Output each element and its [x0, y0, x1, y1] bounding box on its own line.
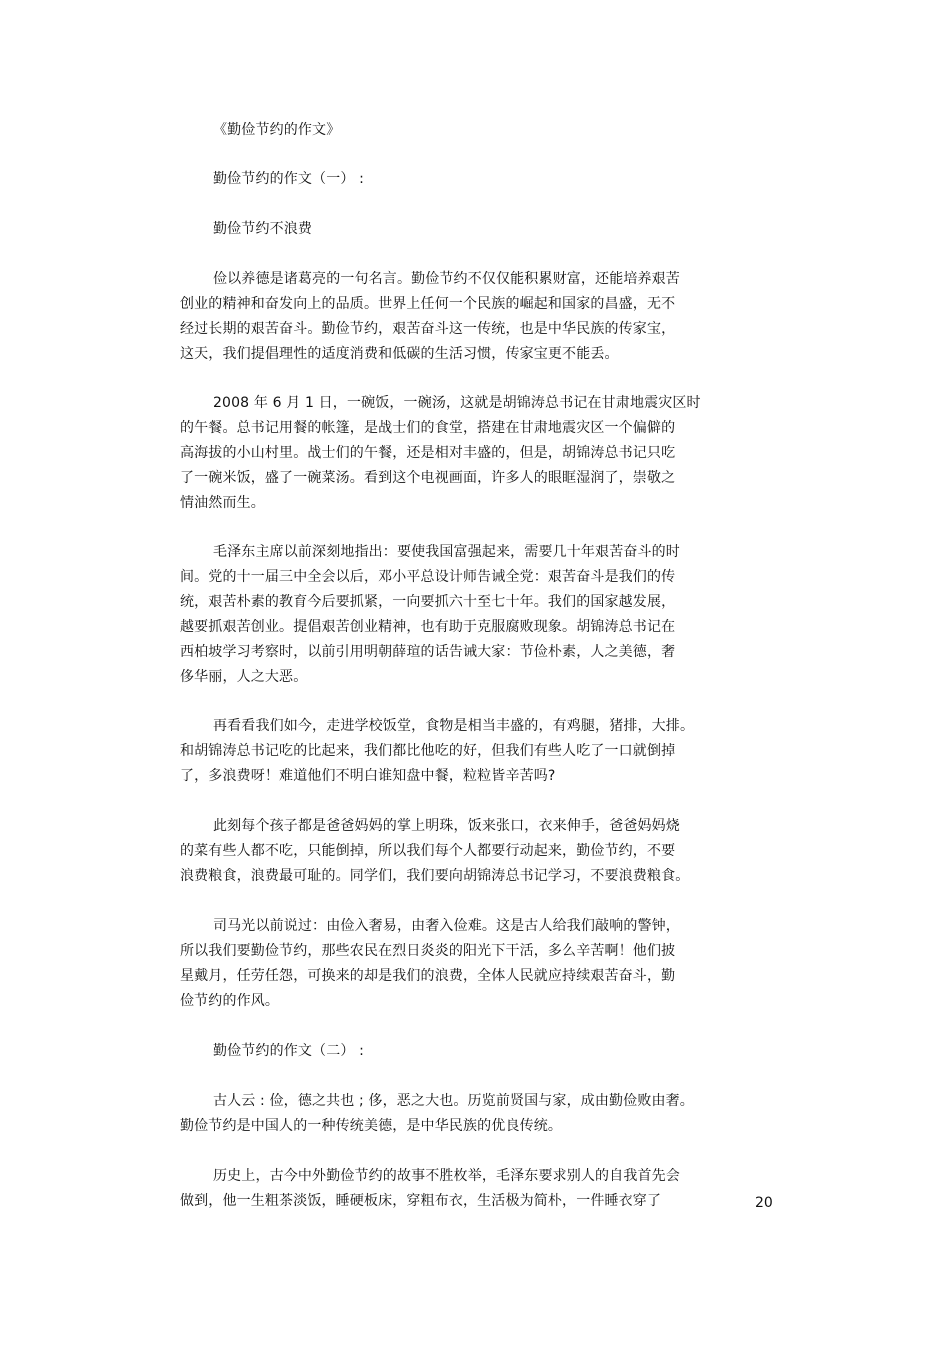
section-subtitle-1: 勤俭节约不浪费	[213, 221, 313, 237]
paragraph-line: 经过长期的艰苦奋斗。勤俭节约，艰苦奋斗这一传统，也是中华民族的传家宝，	[180, 321, 676, 337]
section-heading-1: 勤俭节约的作文（一） :	[213, 171, 364, 187]
paragraph-line: 毛泽东主席以前深刻地指出：要使我国富强起来，需要几十年艰苦奋斗的时	[213, 544, 680, 560]
paragraph-line: 俭节约的作风。	[180, 993, 280, 1009]
page-number: 20	[755, 1195, 773, 1211]
paragraph-line: 2008 年 6 月 1 日，一碗饭，一碗汤，这就是胡锦涛总书记在甘肃地震灾区时	[213, 395, 701, 411]
paragraph-line: 星戴月，任劳任怨，可换来的却是我们的浪费，全体人民就应持续艰苦奋斗，勤	[180, 968, 676, 984]
paragraph-line: 历史上，古今中外勤俭节约的故事不胜枚举，毛泽东要求别人的自我首先会	[213, 1168, 680, 1184]
paragraph-line: 所以我们要勤俭节约，那些农民在烈日炎炎的阳光下干活，多么辛苦啊！他们披	[180, 943, 676, 959]
paragraph-line: 的午餐。总书记用餐的帐篷，是战士们的食堂，搭建在甘肃地震灾区一个偏僻的	[180, 420, 676, 436]
paragraph-line: 勤俭节约是中国人的一种传统美德，是中华民族的优良传统。	[180, 1118, 563, 1134]
document-title: 《勤俭节约的作文》	[213, 122, 341, 138]
paragraph-line: 间。党的十一届三中全会以后，邓小平总设计师告诫全党：艰苦奋斗是我们的传	[180, 569, 676, 585]
paragraph-line: 情油然而生。	[180, 495, 265, 511]
paragraph-line: 统，艰苦朴素的教育今后要抓紧，一向要抓六十至七十年。我们的国家越发展，	[180, 594, 676, 610]
paragraph-line: 俭以养德是诸葛亮的一句名言。勤俭节约不仅仅能积累财富，还能培养艰苦	[213, 271, 680, 287]
section-heading-2: 勤俭节约的作文（二） :	[213, 1043, 364, 1059]
paragraph-line: 越要抓艰苦创业。提倡艰苦创业精神，也有助于克服腐败现象。胡锦涛总书记在	[180, 619, 676, 635]
paragraph-line: 西柏坡学习考察时，以前引用明朝薛瑄的话告诫大家：节俭朴素，人之美德，奢	[180, 644, 676, 660]
paragraph-line: 这天，我们提倡理性的适度消费和低碳的生活习惯，传家宝更不能丢。	[180, 346, 619, 362]
paragraph-line: 创业的精神和奋发向上的品质。世界上任何一个民族的崛起和国家的昌盛，无不	[180, 296, 676, 312]
paragraph-line: 的菜有些人都不吃，只能倒掉，所以我们每个人都要行动起来，勤俭节约，不要	[180, 843, 676, 859]
paragraph-line: 再看看我们如今，走进学校饭堂，食物是相当丰盛的，有鸡腿，猪排，大排。	[213, 718, 695, 734]
paragraph-line: 侈华丽，人之大恶。	[180, 669, 308, 685]
paragraph-line: 此刻每个孩子都是爸爸妈妈的掌上明珠，饭来张口，衣来伸手，爸爸妈妈烧	[213, 818, 680, 834]
paragraph-line: 和胡锦涛总书记吃的比起来，我们都比他吃的好，但我们有些人吃了一口就倒掉	[180, 743, 676, 759]
paragraph-line: 了，多浪费呀！难道他们不明白谁知盘中餐，粒粒皆辛苦吗?	[180, 768, 556, 784]
paragraph-line: 古人云 : 俭，德之共也 ; 侈，恶之大也。历览前贤国与家，成由勤俭败由奢。	[213, 1093, 694, 1109]
paragraph-line: 高海拔的小山村里。战士们的午餐，还是相对丰盛的，但是，胡锦涛总书记只吃	[180, 445, 676, 461]
paragraph-line: 做到，他一生粗茶淡饭，睡硬板床，穿粗布衣，生活极为简朴，一件睡衣穿了	[180, 1193, 662, 1209]
paragraph-line: 了一碗米饭，盛了一碗菜汤。看到这个电视画面，许多人的眼眶湿润了，崇敬之	[180, 470, 676, 486]
paragraph-line: 浪费粮食，浪费最可耻的。同学们，我们要向胡锦涛总书记学习，不要浪费粮食。	[180, 868, 690, 884]
paragraph-line: 司马光以前说过：由俭入奢易，由奢入俭难。这是古人给我们敲响的警钟，	[213, 918, 680, 934]
